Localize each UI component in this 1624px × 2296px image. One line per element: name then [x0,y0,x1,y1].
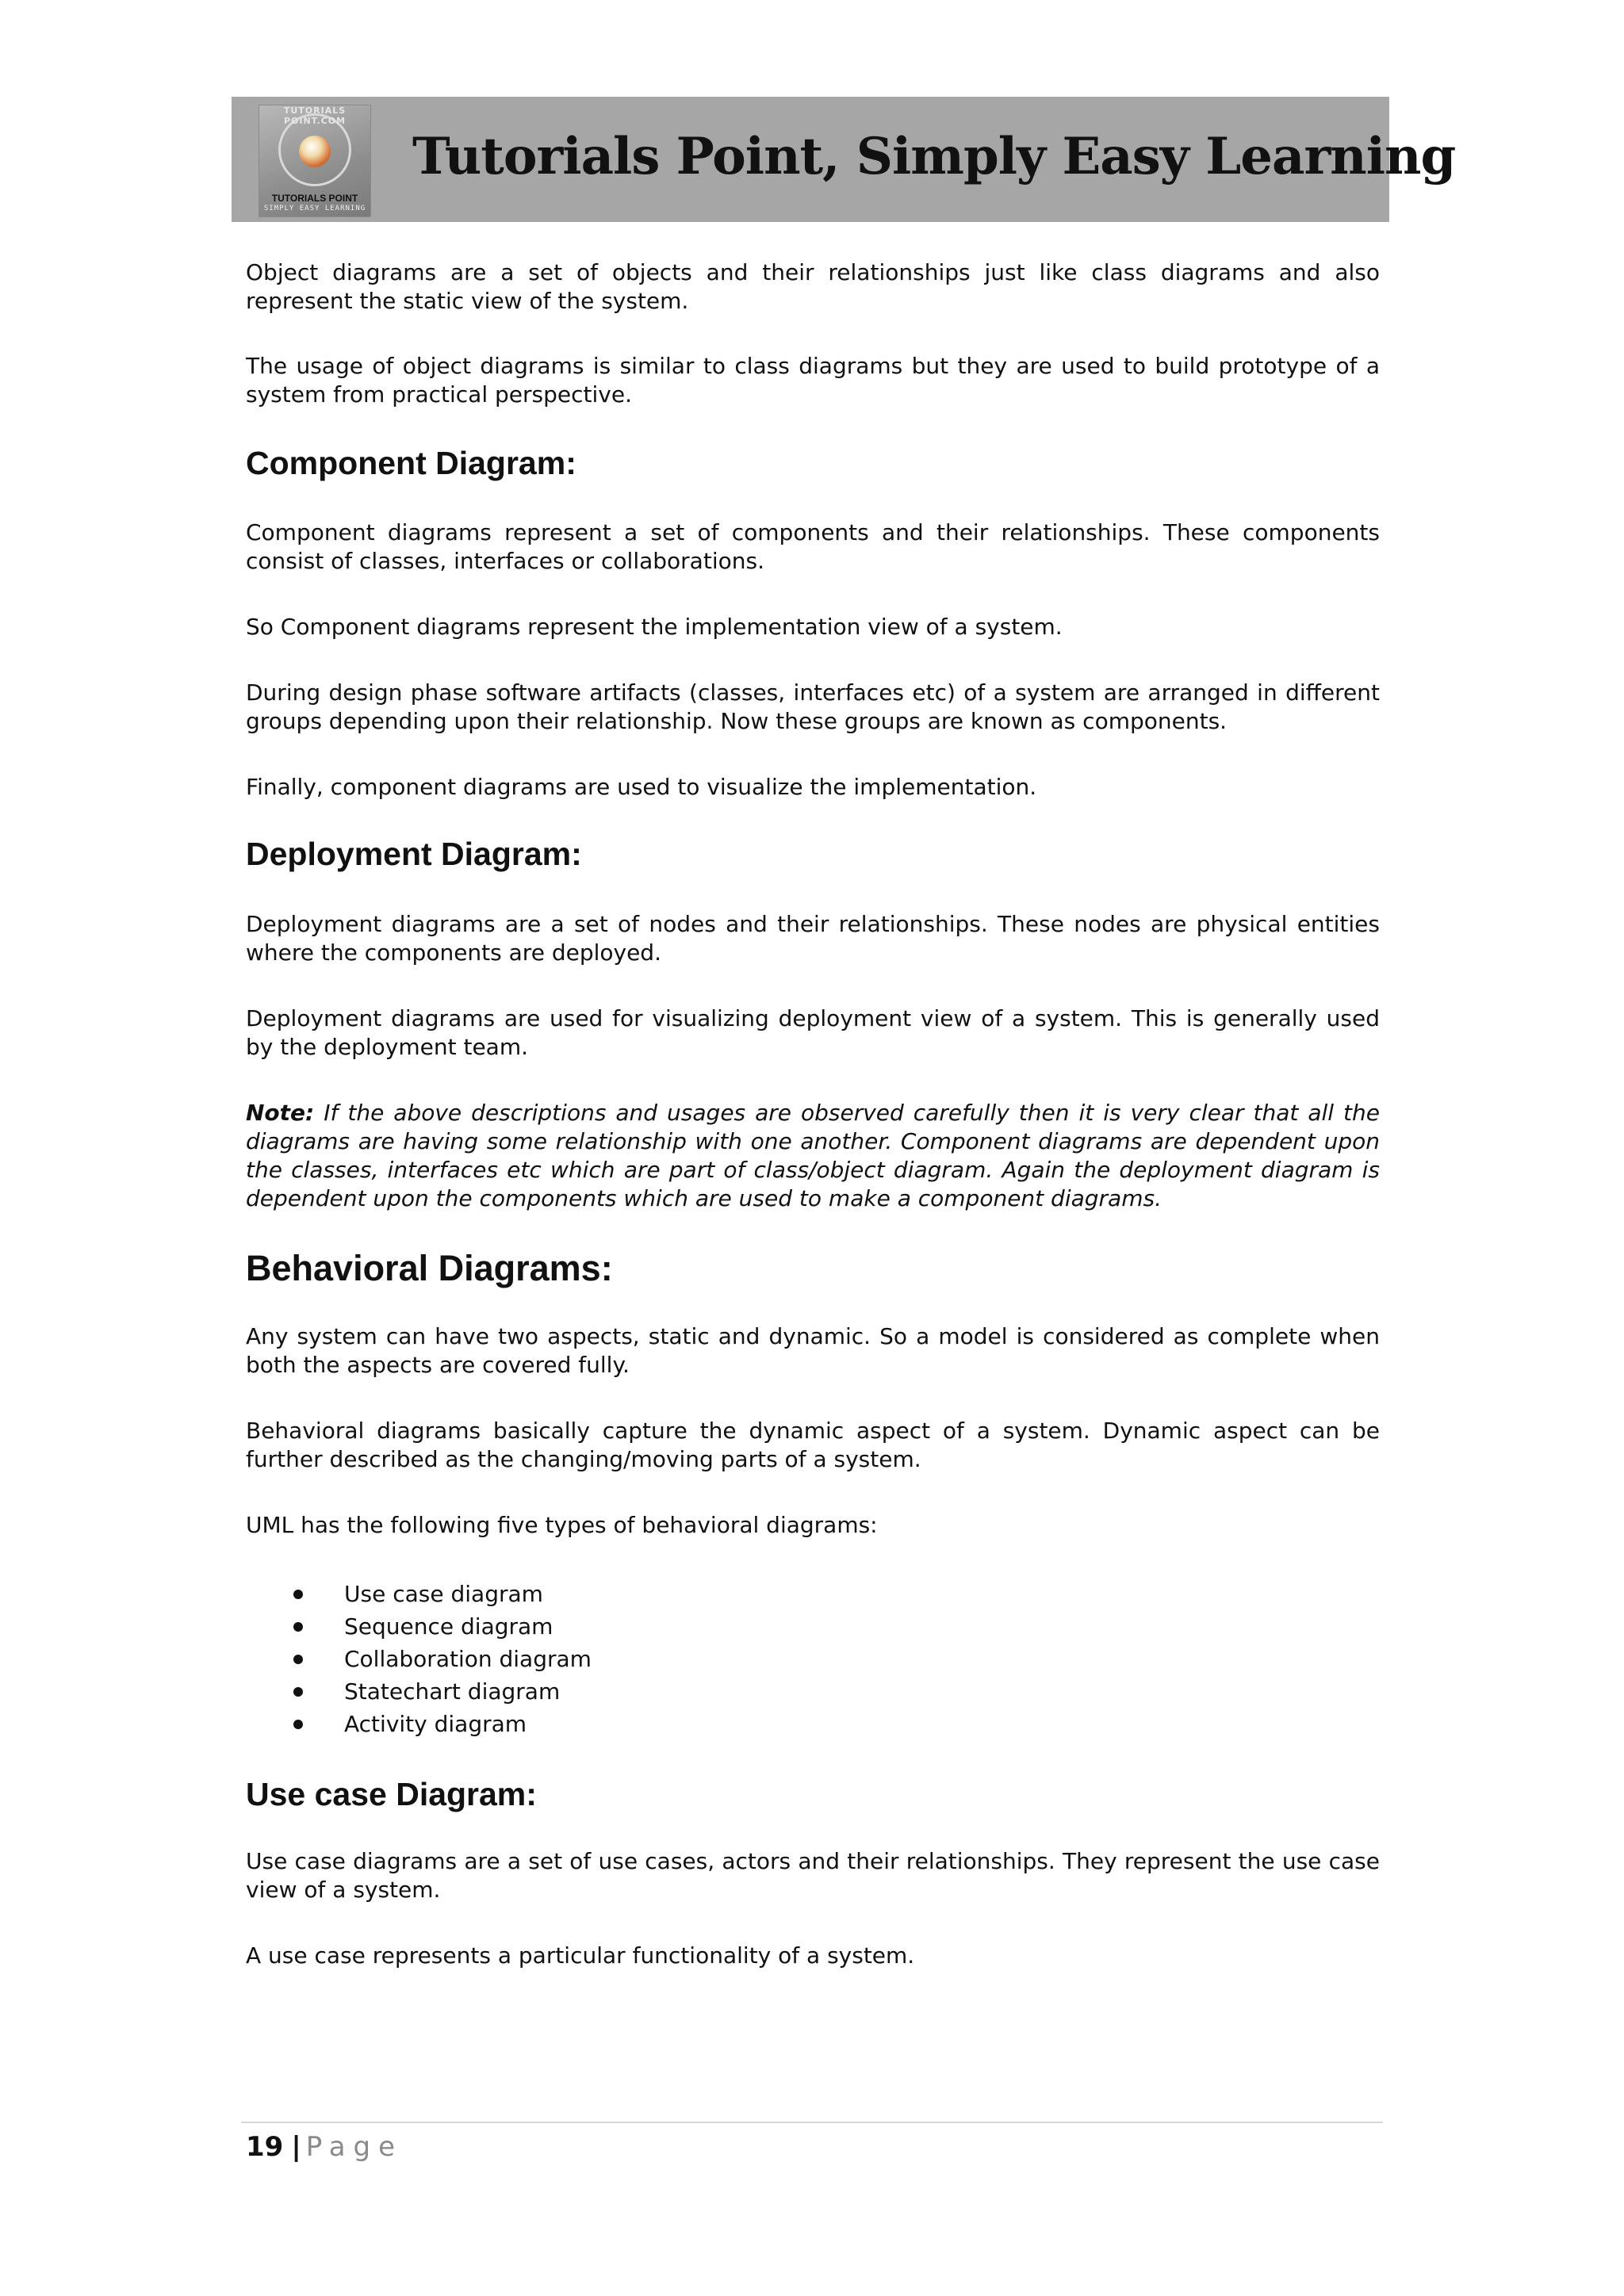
page-label: Page [305,2131,404,2163]
heading-behavioral-diagrams: Behavioral Diagrams: [246,1248,613,1288]
globe-icon [299,136,331,167]
behavioral-diagram-list [246,1578,1380,1740]
paragraph-system-aspects: Any system can have two aspects, static and dynamic. So a model is considered as complete when both the aspects are covered fully. [246,1323,1380,1378]
paragraph-use-case-def: Use case diagrams are a set of use cases, actors and their relationships. They represent the use case view of a system. [246,1848,1380,1903]
list-item [246,1708,1380,1740]
note-text: If the above descriptions and usages are observed carefully then it is very clear that all the diagrams are having some relationship with one another. Component diagrams are dependent upon the classes, interfaces etc which are part of class/object diagram. Again the deployment diagram is dependent upon the components which are used to make a component diagrams. [246,1100,1380,1211]
logo-ring-text: TUTORIALS POINT.COM [283,105,347,126]
paragraph-behavioral-def: Behavioral diagrams basically capture the dynamic aspect of a system. Dynamic aspect can be further described as the changing/moving parts of a system. [246,1418,1380,1472]
bullet-icon [293,1655,303,1664]
header-title: Tutorials Point, Simply Easy Learning [412,127,1456,186]
list-item-label: Sequence diagram [344,1613,553,1640]
bullet-icon [293,1590,303,1599]
page-footer [246,2130,403,2164]
note-paragraph [246,1099,1380,1213]
list-item [246,1643,1380,1675]
bullet-icon [293,1720,303,1729]
paragraph-behavioral-types-intro: UML has the following five types of behavioral diagrams: [246,1512,878,1538]
list-item [246,1675,1380,1708]
heading-use-case-diagram: Use case Diagram: [246,1776,537,1812]
paragraph-design-phase: During design phase software artifacts (classes, interfaces etc) of a system are arranged in different groups depending upon their relationship. Now these groups are known as components. [246,679,1380,734]
paragraph-component-view: So Component diagrams represent the implementation view of a system. [246,614,1063,640]
heading-deployment-diagram: Deployment Diagram: [246,836,582,872]
bullet-icon [293,1622,303,1632]
paragraph-use-case-functionality: A use case represents a particular functionality of a system. [246,1942,915,1969]
list-item [246,1610,1380,1643]
paragraph-object-diagrams: Object diagrams are a set of objects and their relationships just like class diagrams and also represent the static view of the system. [246,259,1380,314]
list-item-label: Statechart diagram [344,1678,561,1705]
page-content [246,258,1380,1970]
list-item-label: Use case diagram [344,1581,543,1607]
footer-divider [241,2122,1383,2123]
paragraph-deployment-def: Deployment diagrams are a set of nodes and their relationships. These nodes are physical entities where the components are deployed. [246,911,1380,966]
list-item [246,1578,1380,1610]
tutorials-point-logo [259,105,371,217]
list-item-label: Activity diagram [344,1711,527,1737]
paragraph-component-visualize: Finally, component diagrams are used to visualize the implementation. [246,774,1037,800]
note-label: Note: [246,1100,315,1126]
paragraph-object-usage: The usage of object diagrams is similar to class diagrams but they are used to build prototype of a system from practical perspective. [246,353,1380,408]
logo-tagline: SIMPLY EASY LEARNING [263,205,366,212]
page-header [232,97,1456,222]
list-item-label: Collaboration diagram [344,1646,592,1672]
page-number: 19 [246,2131,284,2163]
logo-name: TUTORIALS POINT [271,193,358,204]
paragraph-deployment-usage: Deployment diagrams are used for visualizing deployment view of a system. This is generally used by the deployment team. [246,1005,1380,1060]
bullet-icon [293,1687,303,1697]
footer-separator: | [291,2131,301,2163]
heading-component-diagram: Component Diagram: [246,445,576,481]
paragraph-component-def: Component diagrams represent a set of components and their relationships. These components consist of classes, interfaces or collaborations. [246,519,1380,574]
